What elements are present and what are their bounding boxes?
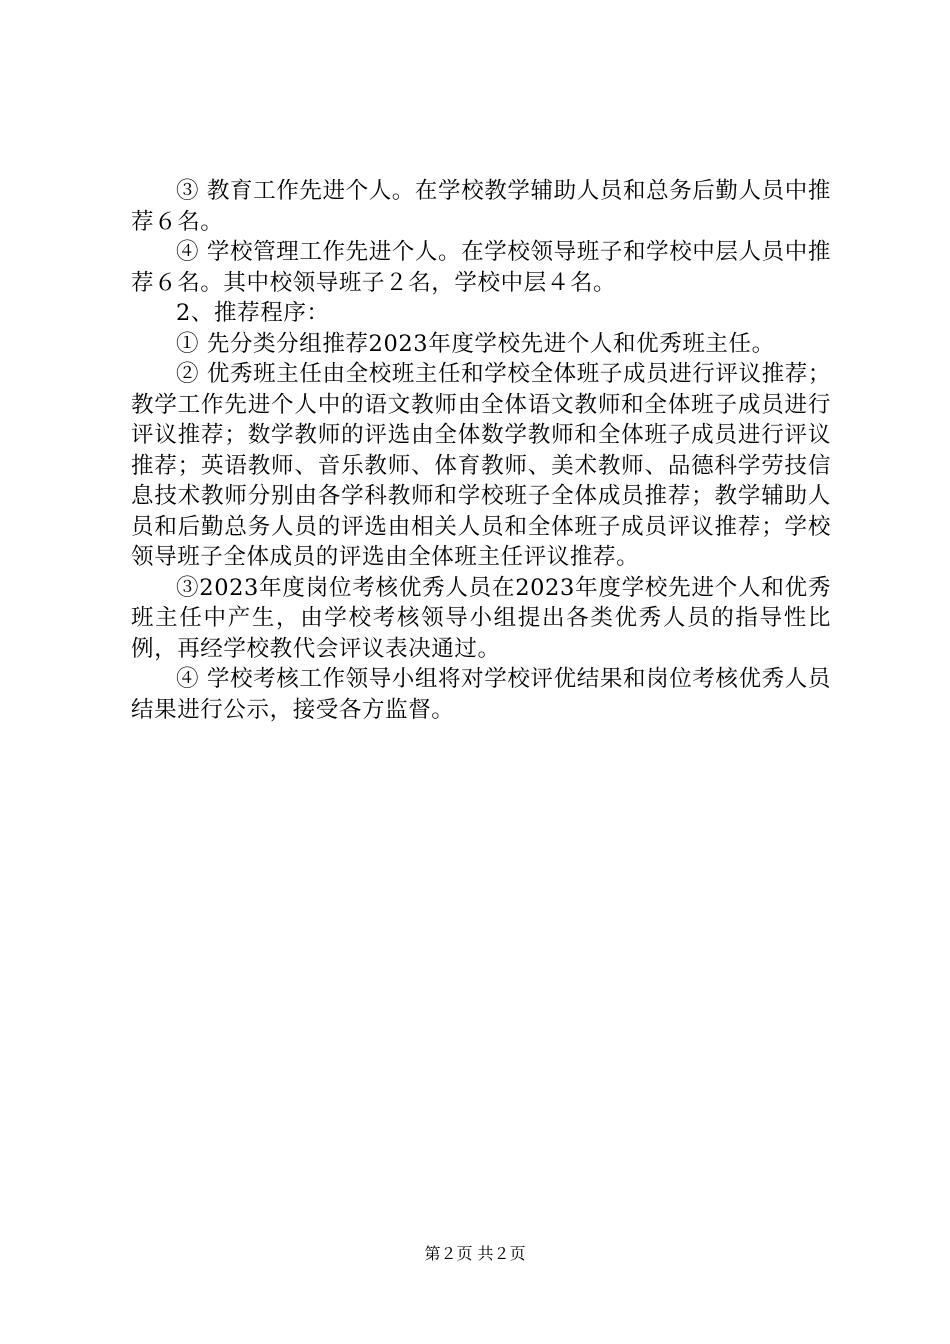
paragraph-procedure-step-1: ① 先分类分组推荐2023年度学校先进个人和优秀班主任。: [176, 330, 775, 357]
paragraph-procedure-step-3: ③2023年度岗位考核优秀人员在2023年度学校先进个人和优秀班主任中产生，由学校考核领导小组提出各类优秀人员的指导性比例，再经学校教代会评议表决通过。: [131, 574, 831, 662]
document-body: [131, 176, 831, 725]
paragraph-management-work: ④ 学校管理工作先进个人。在学校领导班子和学校中层人员中推荐６名。其中校领导班子２名，学校中层４名。: [131, 239, 831, 296]
paragraph-procedure-step-4: ④ 学校考核工作领导小组将对学校评优结果和岗位考核优秀人员结果进行公示，接受各方监督。: [131, 666, 831, 723]
paragraph-procedure-heading: 2、推荐程序：: [176, 300, 330, 326]
paragraph-education-work: ③ 教育工作先进个人。在学校教学辅助人员和总务后勤人员中推荐６名。: [131, 178, 831, 235]
page-number-footer: 第２页 共２页: [424, 1244, 526, 1263]
paragraph-procedure-step-2: ② 优秀班主任由全校班主任和学校全体班子成员进行评议推荐；教学工作先进个人中的语文教师由全体语文教师和全体班子成员进行评议推荐；数学教师的评选由全体数学教师和全体班子成员进行评议推荐；英语教师、音乐教师、体育教师、美术教师、品德科学劳技信息技术教师分别由各学科教师和学校班子全体成员推荐；教学辅助人员和后勤总务人员的评选由相关人员和全体班子成员评议推荐；学校领导班子全体成员的评选由全体班主任评议推荐。: [131, 361, 831, 570]
